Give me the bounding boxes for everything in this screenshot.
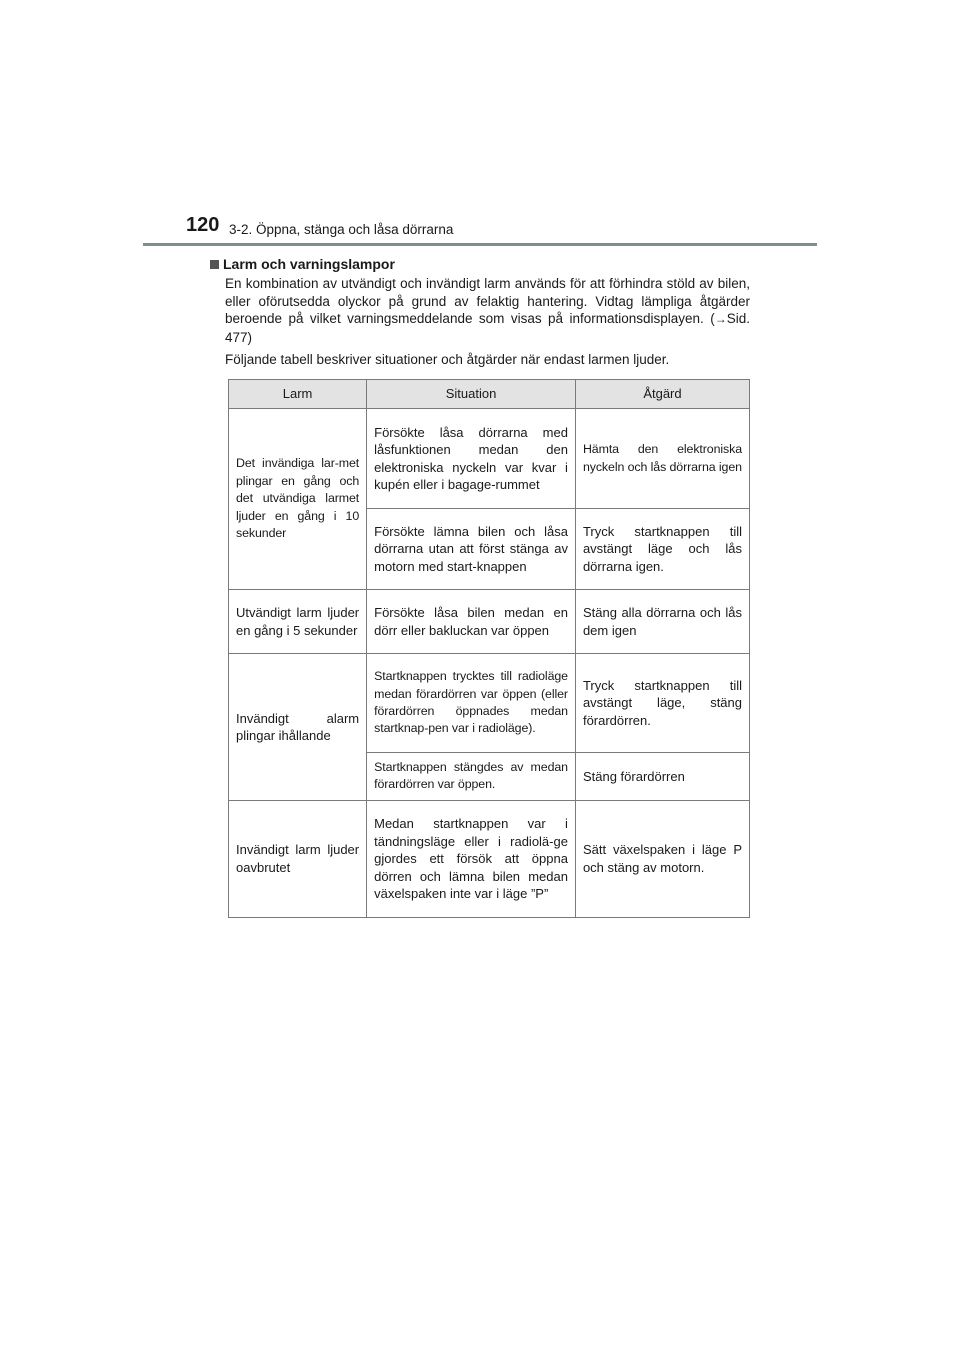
table-cell-situation: Medan startknappen var i tändningsläge eller i radiolä-ge gjordes ett försök att öppna dörren och lämna bilen medan växelspaken inte var i läge ”P” [367, 800, 576, 917]
table-cell-situation: Startknappen stängdes av medan förardörren var öppen. [367, 753, 576, 801]
table-header-situation: Situation [367, 380, 576, 409]
table-cell-action: Stäng förardörren [575, 753, 749, 801]
section-heading-text: Larm och varningslampor [223, 256, 395, 272]
table-cell-situation: Försökte låsa dörrarna med låsfunktionen medan den elektroniska nyckeln var kvar i kupén eller i bagage-rummet [367, 409, 576, 509]
alarm-table [228, 379, 750, 918]
table-cell-larm: Det invändiga lar-met plingar en gång och det utvändiga larmet ljuder en gång i 10 sekunder [229, 409, 367, 590]
table-header-action: Åtgärd [575, 380, 749, 409]
table-row [229, 800, 750, 917]
section-heading [210, 255, 750, 273]
table-row [229, 654, 750, 753]
table-row [229, 590, 750, 654]
table-cell-action: Tryck startknappen till avstängt läge och lås dörrarna igen. [575, 509, 749, 590]
table-intro-paragraph: Följande tabell beskriver situationer och åtgärder när endast larmen ljuder. [225, 352, 670, 367]
arrow-right-icon: → [714, 312, 727, 326]
table-row [229, 409, 750, 509]
page-reference-link[interactable]: Sid. 477) [225, 311, 750, 345]
table-cell-action: Stäng alla dörrarna och lås dem igen [575, 590, 749, 654]
intro-paragraph [225, 275, 750, 346]
intro-paragraph-text: En kombination av utvändigt och invändigt larm används för att förhindra stöld av bilen, eller oförutsedda olyckor på grund av felaktig hantering. Vidtag lämpliga åtgärder beroende på vilket varningsmeddelande som visas på informationsdisplayen. ( [225, 276, 750, 326]
header-rule [143, 243, 817, 246]
table-cell-situation: Startknappen trycktes till radioläge medan förardörren var öppen (eller förardörren öppnades medan startknap-pen var i radioläge). [367, 654, 576, 753]
table-header-larm: Larm [229, 380, 367, 409]
table-cell-larm: Invändigt larm ljuder oavbrutet [229, 800, 367, 917]
table-cell-action: Tryck startknappen till avstängt läge, stäng förardörren. [575, 654, 749, 753]
section-title: 3-2. Öppna, stänga och låsa dörrarna [229, 222, 454, 237]
table-cell-larm: Invändigt alarm plingar ihållande [229, 654, 367, 801]
table-cell-situation: Försökte låsa bilen medan en dörr eller bakluckan var öppen [367, 590, 576, 654]
page-number: 120 [186, 214, 220, 236]
table-cell-larm: Utvändigt larm ljuder en gång i 5 sekunder [229, 590, 367, 654]
square-bullet-icon [210, 260, 219, 269]
table-cell-situation: Försökte lämna bilen och låsa dörrarna utan att först stänga av motorn med start-knappen [367, 509, 576, 590]
content [210, 255, 750, 374]
table-cell-action: Hämta den elektroniska nyckeln och lås dörrarna igen [575, 409, 749, 509]
table-cell-action: Sätt växelspaken i läge P och stäng av motorn. [575, 800, 749, 917]
table-header-row [229, 380, 750, 409]
